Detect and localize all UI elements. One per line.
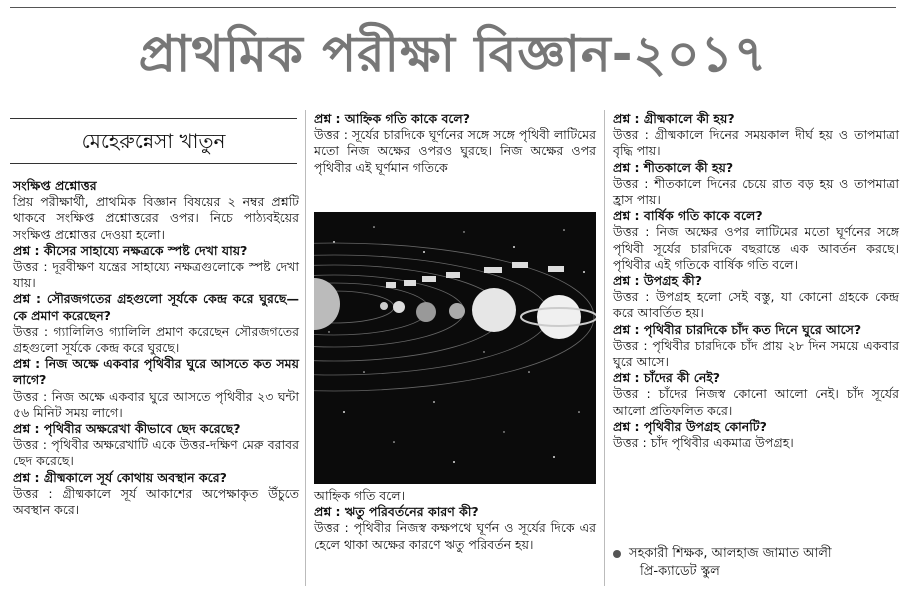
question: প্রশ্ন : শীতকালে কী হয়? <box>613 159 734 175</box>
question: প্রশ্ন : কীসের সাহায্যে নক্ষত্রকে স্পষ্ট দেখা যায়? <box>13 242 248 258</box>
question: প্রশ্ন : চাঁদের কী নেই? <box>613 370 721 386</box>
answer: উত্তর : নিজ অক্ষে একবার ঘুরে আসতে পৃথিবীর ২৩ ঘন্টা ৫৬ মিনিট সময় লাগে। <box>13 388 299 420</box>
answer: উত্তর : শীতকালে দিনের চেয়ে রাত বড় হয় ও তাপমাত্রা হ্রাস পায়। <box>613 175 899 208</box>
author-box <box>10 118 297 164</box>
solar-system-image <box>314 212 596 484</box>
bullet-icon <box>613 550 621 558</box>
author-name: মেহেরুন্নেসা খাতুন <box>81 129 226 153</box>
credit-line-2: প্রি-ক্যাডেট স্কুল <box>640 564 720 579</box>
answer: উত্তর : সূর্যের চারদিকে ঘূর্ণনের সঙ্গে সঙ্গে পৃথিবী লাটিমের মতো নিজ অক্ষের ওপরও ঘুরছে। নিজ অক্ষের ওপর পৃথিবীর এই ঘূর্ণমান গতিকে <box>314 127 596 175</box>
question: প্রশ্ন : পৃথিবীর অক্ষরেখা কীভাবে ছেদ করেছে? <box>13 421 241 437</box>
answer: উত্তর : পৃথিবীর অক্ষরেখাটি একে উত্তর-দক্ষিণ মেরু বরাবর ছেদ করেছে। <box>13 437 299 469</box>
answer-continued: আহ্নিক গতি বলে। <box>314 488 406 503</box>
column-middle-top <box>314 111 596 176</box>
solar-system-illustration <box>314 212 596 484</box>
answer: উত্তর : উপগ্রহ হলো সেই বস্তু, যা কোনো গ্রহকে কেন্দ্র করে আবর্তিত হয়। <box>613 289 899 321</box>
question: প্রশ্ন : গ্রীষ্মকালে কী হয়? <box>613 111 735 126</box>
column-left <box>13 178 299 518</box>
top-rule <box>10 7 896 8</box>
column-right <box>613 111 899 451</box>
question: প্রশ্ন : পৃথিবীর উপগ্রহ কোনটি? <box>613 418 767 434</box>
answer: উত্তর : দূরবীক্ষণ যন্ত্রের সাহায্যে নক্ষত্রগুলোকে স্পষ্ট দেখা যায়। <box>13 259 299 291</box>
question: প্রশ্ন : সৌরজগতের গ্রহগুলো সূর্যকে কেন্দ্র করে ঘুরছে—কে প্রমাণ করেছেন? <box>13 291 299 323</box>
column-divider <box>305 110 306 586</box>
answer: উত্তর : চাঁদ পৃথিবীর একমাত্র উপগ্রহ। <box>613 435 794 451</box>
column-middle-bottom <box>314 488 596 553</box>
answer: উত্তর : গ্রীষ্মকালে সূর্য আকাশের অপেক্ষাকৃত উঁচুতে অবস্থান করে। <box>13 485 299 518</box>
answer: উত্তর : পৃথিবীর চারদিকে চাঁদ প্রায় ২৮ দিন সময়ে একবার ঘুরে আসে। <box>613 337 899 370</box>
answer: উত্তর : চাঁদের নিজস্ব কোনো আলো নেই। চাঁদ সূর্যের আলো প্রতিফলিত করে। <box>613 386 899 418</box>
author-credit <box>613 545 899 581</box>
section-heading: সংক্ষিপ্ত প্রশ্নোত্তর <box>13 178 97 193</box>
question: প্রশ্ন : নিজ অক্ষে একবার পৃথিবীর ঘুরে আসতে কত সময় লাগে? <box>13 356 299 388</box>
column-divider <box>604 110 605 586</box>
question: প্রশ্ন : আহ্নিক গতি কাকে বলে? <box>314 111 470 126</box>
question: প্রশ্ন : বার্ষিক গতি কাকে বলে? <box>613 208 763 224</box>
answer: উত্তর : নিজ অক্ষের ওপর লাটিমের মতো ঘূর্ণনের সঙ্গে পৃথিবী সূর্যের চারদিকে বছরান্তে এক আবর্তন করছে। পৃথিবীর এই গতিকে বার্ষিক গতি বলে। <box>613 224 899 272</box>
question: প্রশ্ন : গ্রীষ্মকালে সূর্য কোথায় অবস্থান করে? <box>13 469 227 485</box>
answer: উত্তর : গ্রীষ্মকালে দিনের সময়কাল দীর্ঘ হয় ও তাপমাত্রা বৃদ্ধি পায়। <box>613 127 899 159</box>
credit-line-1: সহকারী শিক্ষক, আলহাজ জামাত আলী <box>629 546 832 561</box>
intro-text: প্রিয় পরীক্ষার্থী, প্রাথমিক বিজ্ঞান বিষয়ের ২ নম্বর প্রশ্নটি থাকবে সংক্ষিপ্ত প্রশ্নোত্তরের ওপর। নিচে পাঠ্যবইয়ের সংক্ষিপ্ত প্রশ্নোত্তর দেওয়া হলো। <box>13 194 299 242</box>
page-title: প্রাথমিক পরীক্ষা বিজ্ঞান-২০১৭ <box>138 25 768 83</box>
answer: উত্তর : পৃথিবীর নিজস্ব কক্ষপথে ঘূর্ণন ও সূর্যের দিকে এর হেলে থাকা অক্ষের কারণে ঋতু পরিবর্তন হয়। <box>314 520 596 552</box>
answer: উত্তর : গ্যালিলিও গ্যালিলি প্রমাণ করেছেন সৌরজগতের গ্রহগুলো সূর্যকে কেন্দ্র করে ঘুরছে। <box>13 323 299 356</box>
question: প্রশ্ন : উপগ্রহ কী? <box>613 273 702 289</box>
question: প্রশ্ন : ঋতু পরিবর্তনের কারণ কী? <box>314 504 479 520</box>
question: প্রশ্ন : পৃথিবীর চারদিকে চাঁদ কত দিনে ঘুরে আসে? <box>613 321 862 337</box>
